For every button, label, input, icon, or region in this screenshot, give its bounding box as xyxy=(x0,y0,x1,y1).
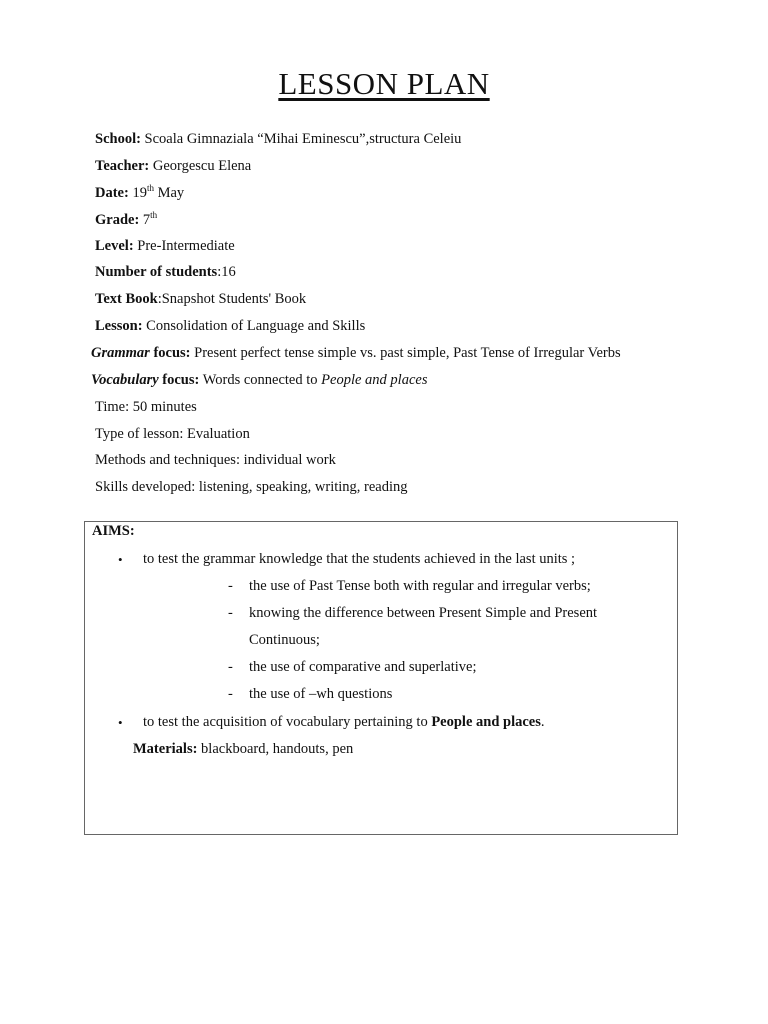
aim-vocabulary-line xyxy=(143,714,545,731)
aim-vocabulary-topic: People and places xyxy=(431,714,541,730)
time-line: Time: 50 minutes xyxy=(95,399,197,415)
date-day: 19 xyxy=(128,185,147,201)
school-label: School: xyxy=(95,131,141,147)
aim-bullet: • xyxy=(118,715,123,730)
grammar-label: focus: xyxy=(149,345,191,361)
grammar-label-italic: Grammar xyxy=(91,345,150,361)
textbook-line xyxy=(95,290,306,308)
teacher-value: Georgescu Elena xyxy=(149,158,252,174)
sub-item: the use of comparative and superlative; xyxy=(249,659,477,675)
sub-dash: - xyxy=(228,686,233,702)
aim-vocabulary-end: . xyxy=(540,714,545,730)
students-label: Number of students xyxy=(95,264,218,280)
teacher-line xyxy=(95,157,251,175)
lesson-line xyxy=(95,317,365,335)
date-superscript: th xyxy=(146,183,154,194)
date-label: Date: xyxy=(95,185,129,201)
vocabulary-line xyxy=(91,371,427,389)
vocabulary-label: focus: xyxy=(158,372,200,388)
teacher-label: Teacher: xyxy=(95,158,150,174)
date-line xyxy=(95,184,184,202)
date-month: May xyxy=(153,185,185,201)
sub-dash: - xyxy=(228,578,233,594)
textbook-label: Text Book xyxy=(95,291,158,307)
methods-line: Methods and techniques: individual work xyxy=(95,452,336,468)
aim-vocabulary-text: to test the acquisition of vocabulary pertaining to xyxy=(143,714,432,730)
lesson-value: Consolidation of Language and Skills xyxy=(142,318,366,334)
lesson-label: Lesson: xyxy=(95,318,143,334)
skills-line: Skills developed: listening, speaking, writing, reading xyxy=(95,479,408,495)
level-value: Pre-Intermediate xyxy=(133,238,235,254)
vocabulary-value: Words connected to xyxy=(199,372,322,388)
sub-item: knowing the difference between Present Simple and Present xyxy=(249,605,598,621)
aim-bullet: • xyxy=(118,552,123,567)
vocabulary-label-italic: Vocabulary xyxy=(91,372,159,388)
aim-grammar-text: to test the grammar knowledge that the students achieved in the last units ; xyxy=(143,551,576,567)
textbook-value: :Snapshot Students' Book xyxy=(157,291,307,307)
level-line xyxy=(95,237,235,255)
grade-value: 7 xyxy=(139,212,151,228)
sub-dash: - xyxy=(228,659,233,675)
grade-label: Grade: xyxy=(95,212,140,228)
materials-label: Materials: xyxy=(133,741,198,757)
grammar-value: Present perfect tense simple vs. past simple, Past Tense of Irregular Verbs xyxy=(190,345,621,361)
materials-value: blackboard, handouts, pen xyxy=(197,741,354,757)
level-label: Level: xyxy=(95,238,134,254)
grade-line xyxy=(95,211,157,229)
students-line xyxy=(95,263,236,281)
page-title: LESSON PLAN xyxy=(278,66,490,101)
school-line xyxy=(95,130,461,148)
aims-box xyxy=(84,521,678,835)
vocabulary-topic: People and places xyxy=(321,372,428,388)
school-value: Scoala Gimnaziala “Mihai Eminescu”,structura Celeiu xyxy=(140,131,462,147)
lesson-type-line: Type of lesson: Evaluation xyxy=(95,426,250,442)
materials-line xyxy=(133,741,353,758)
sub-dash: - xyxy=(228,605,233,621)
sub-item: the use of –wh questions xyxy=(249,686,393,702)
aims-label: AIMS: xyxy=(92,523,135,539)
sub-item-continued: Continuous; xyxy=(249,632,320,648)
grammar-line xyxy=(91,344,621,362)
students-value: :16 xyxy=(217,264,236,280)
sub-item: the use of Past Tense both with regular and irregular verbs; xyxy=(249,578,591,594)
grade-superscript: th xyxy=(150,210,158,221)
